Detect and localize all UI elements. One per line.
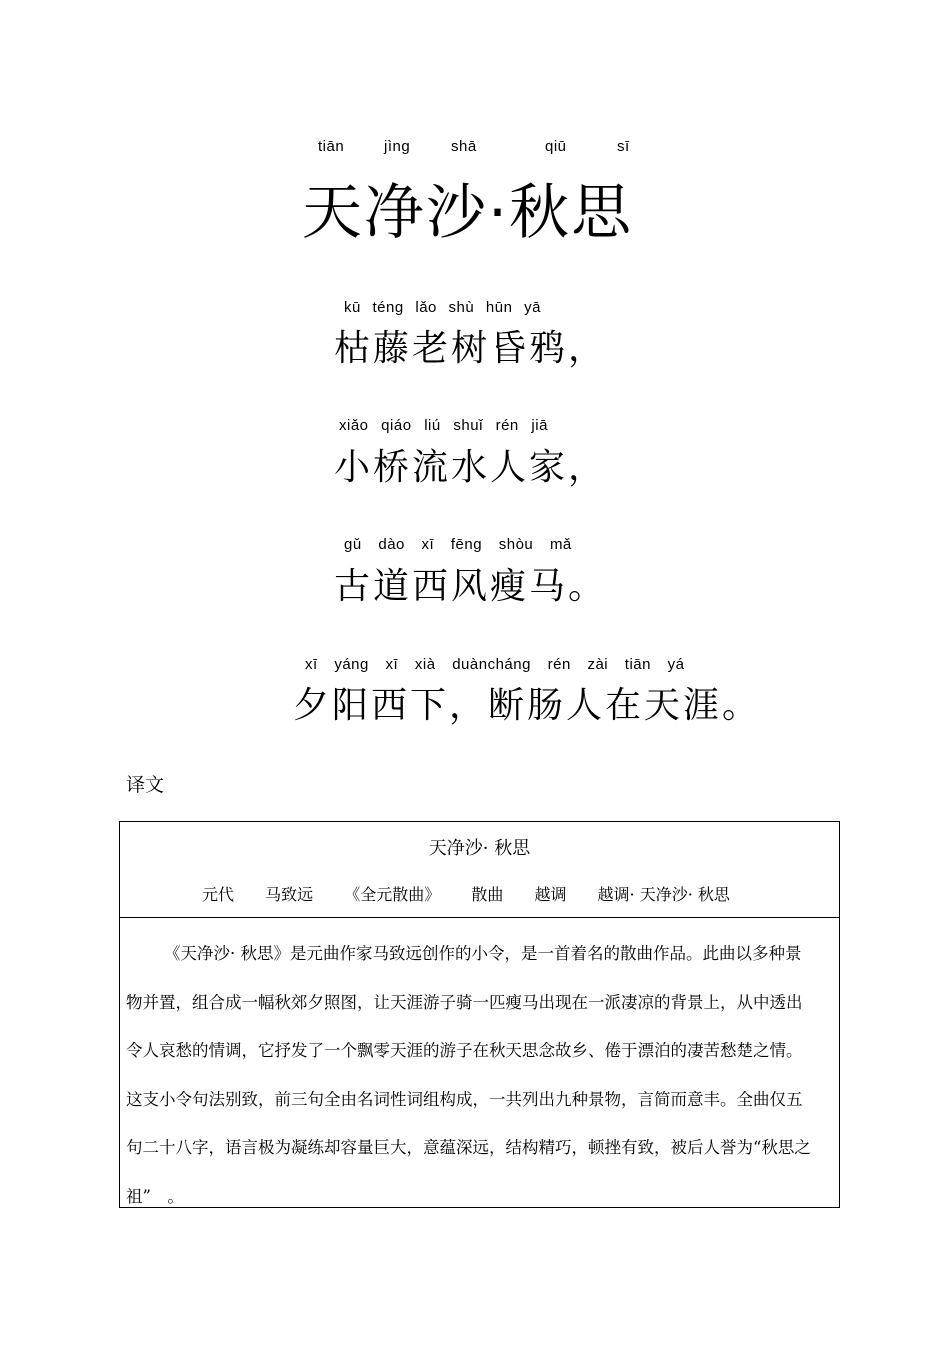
meta-author: 马致远: [265, 885, 314, 904]
title-pinyin-syllable: shā: [451, 138, 477, 155]
verse-line: 古道西风瘦马。: [334, 566, 608, 607]
verse-pinyin: xī yáng xī xià duàncháng rén zài tiān yá: [305, 656, 685, 673]
verse-line: 枯藤老树昏鸦，: [334, 328, 608, 369]
verse-line: 小桥流水人家，: [334, 447, 608, 488]
box-meta: [202, 882, 756, 905]
poem-title: 天净沙·秋思: [302, 178, 634, 248]
box-divider: [120, 917, 839, 918]
meta-tune: 越调· 天净沙· 秋思: [597, 885, 730, 904]
meta-genre: 散曲: [471, 885, 504, 904]
title-pinyin-syllable: tiān: [318, 138, 345, 155]
title-pinyin-syllable: qiū: [545, 138, 567, 155]
verse-pinyin: kū téng lǎo shù hūn yā: [344, 299, 541, 316]
title-pinyin-syllable: sī: [617, 138, 630, 155]
meta-collection: 《全元散曲》: [344, 885, 441, 904]
meta-mode: 越调: [534, 885, 567, 904]
title-pinyin-syllable: jìng: [384, 138, 411, 155]
verse-line: 夕阳西下，断肠人在天涯。: [293, 685, 762, 726]
verse-pinyin: xiǎo qiáo liú shuǐ rén jiā: [339, 417, 548, 434]
verse-pinyin: gǔ dào xī fēng shòu mǎ: [344, 536, 572, 553]
translation-label: 译文: [126, 774, 165, 796]
translation-box: [119, 821, 840, 1208]
meta-dynasty: 元代: [202, 885, 235, 904]
box-title: 天净沙· 秋思: [428, 838, 531, 859]
box-body-text: 《天净沙· 秋思》是元曲作家马致远创作的小令，是一首着名的散曲作品。此曲以多种景物并置，组合成一幅秋郊夕照图，让天涯游子骑一匹瘦马出现在一派凄凉的背景上，从中透出令人哀愁的情调，它抒发了一个飘零天涯的游子在秋天思念故乡、倦于漂泊的凄苦愁楚之情。这支小令句法别致，前三句全由名词性词组构成，一共列出九种景物，言简而意丰。全曲仅五句二十八字，语言极为凝练却容量巨大，意蕴深远，结构精巧，顿挫有致，被后人誉为“秋思之祖” 。: [126, 944, 811, 1206]
